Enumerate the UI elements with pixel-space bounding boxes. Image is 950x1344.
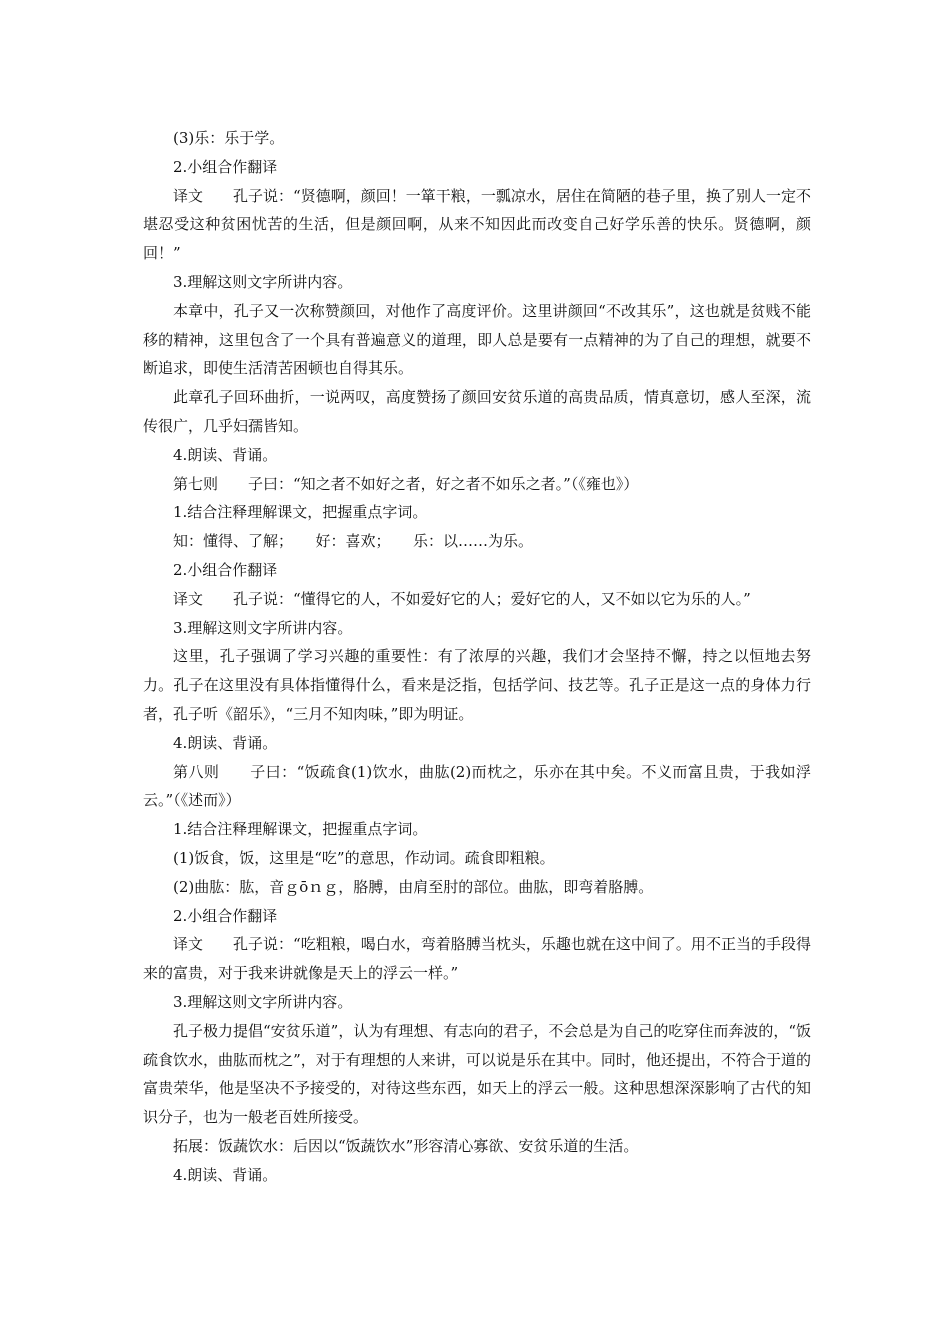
passage-8-heading: 第八则 子曰：“饭疏食(1)饮水，曲肱(2)而枕之，乐亦在其中矣。不义而富且贵，于我如浮云。”（《述而》） — [143, 762, 811, 810]
step-annotate: 1.结合注释理解课文，把握重点字词。 — [173, 503, 428, 522]
document-page — [143, 124, 811, 1189]
step-annotate: 1.结合注释理解课文，把握重点字词。 — [173, 820, 428, 839]
note-1: (1)饭食，饭，这里是“吃”的意思，作动词。疏食即粗粮。 — [173, 848, 555, 867]
analysis: 孔子极力提倡“安贫乐道”，认为有理想、有志向的君子，不会总是为自己的吃穿住而奔波的，“饭疏食饮水，曲肱而枕之”，对于有理想的人来讲，可以说是乐在其中。同时，他还提出，不符合于道的富贵荣华，他是坚决不予接受的，对待这些东西，如天上的浮云一般。这种思想深深影响了古代的知识分子，也为一般老百姓所接受。 — [143, 1021, 812, 1127]
translation: 译文 孔子说：“贤德啊，颜回！一箪干粮，一瓢凉水，居住在简陋的巷子里，换了别人一定不堪忍受这种贫困忧苦的生活，但是颜回啊，从来不知因此而改变自己好学乐善的快乐。贤德啊，颜回！” — [143, 186, 811, 263]
step-understand: 3.理解这则文字所讲内容。 — [173, 272, 353, 291]
step-understand: 3.理解这则文字所讲内容。 — [173, 618, 353, 637]
analysis: 此章孔子回环曲折，一说两叹，高度赞扬了颜回安贫乐道的高贵品质，情真意切，感人至深，流传很广，几乎妇孺皆知。 — [143, 388, 811, 435]
extension: 拓展：饭蔬饮水：后因以“饭蔬饮水”形容清心寡欲、安贫乐道的生活。 — [173, 1136, 639, 1155]
step-recite: 4.朗读、背诵。 — [173, 445, 278, 464]
step-understand: 3.理解这则文字所讲内容。 — [173, 992, 353, 1011]
passage-7-heading: 第七则 子曰：“知之者不如好之者，好之者不如乐之者。”（《雍也》） — [173, 474, 639, 493]
step-translate: 2.小组合作翻译 — [173, 906, 278, 925]
word-notes: 知：懂得、了解； 好：喜欢； 乐：以……为乐。 — [173, 532, 534, 551]
step-translate: 2.小组合作翻译 — [173, 560, 278, 579]
step-recite: 4.朗读、背诵。 — [173, 733, 278, 752]
translation: 译文 孔子说：“吃粗粮，喝白水，弯着胳膊当枕头，乐趣也就在这中间了。用不正当的手段得来的富贵，对于我来讲就像是天上的浮云一样。” — [143, 935, 811, 983]
analysis: 本章中，孔子又一次称赞颜回，对他作了高度评价。这里讲颜回“不改其乐”，这也就是贫贱不能移的精神，这里包含了一个具有普遍意义的道理，即人总是要有一点精神的为了自己的理想，就要不断追求，即使生活清苦困顿也自得其乐。 — [143, 301, 811, 378]
note-2: (2)曲肱：肱，音ｇōｎｇ，胳膊，由肩至肘的部位。曲肱，即弯着胳膊。 — [173, 877, 654, 896]
analysis: 这里，孔子强调了学习兴趣的重要性：有了浓厚的兴趣，我们才会坚持不懈，持之以恒地去努力。孔子在这里没有具体指懂得什么，看来是泛指，包括学问、技艺等。孔子正是这一点的身体力行者，孔子听《韶乐》，“三月不知肉味，”即为明证。 — [143, 647, 811, 723]
step-recite: 4.朗读、背诵。 — [173, 1165, 278, 1184]
note-3: (3)乐：乐于学。 — [173, 129, 285, 147]
step-translate: 2.小组合作翻译 — [173, 157, 278, 176]
translation: 译文 孔子说：“懂得它的人，不如爱好它的人；爱好它的人，又不如以它为乐的人。” — [173, 589, 751, 608]
